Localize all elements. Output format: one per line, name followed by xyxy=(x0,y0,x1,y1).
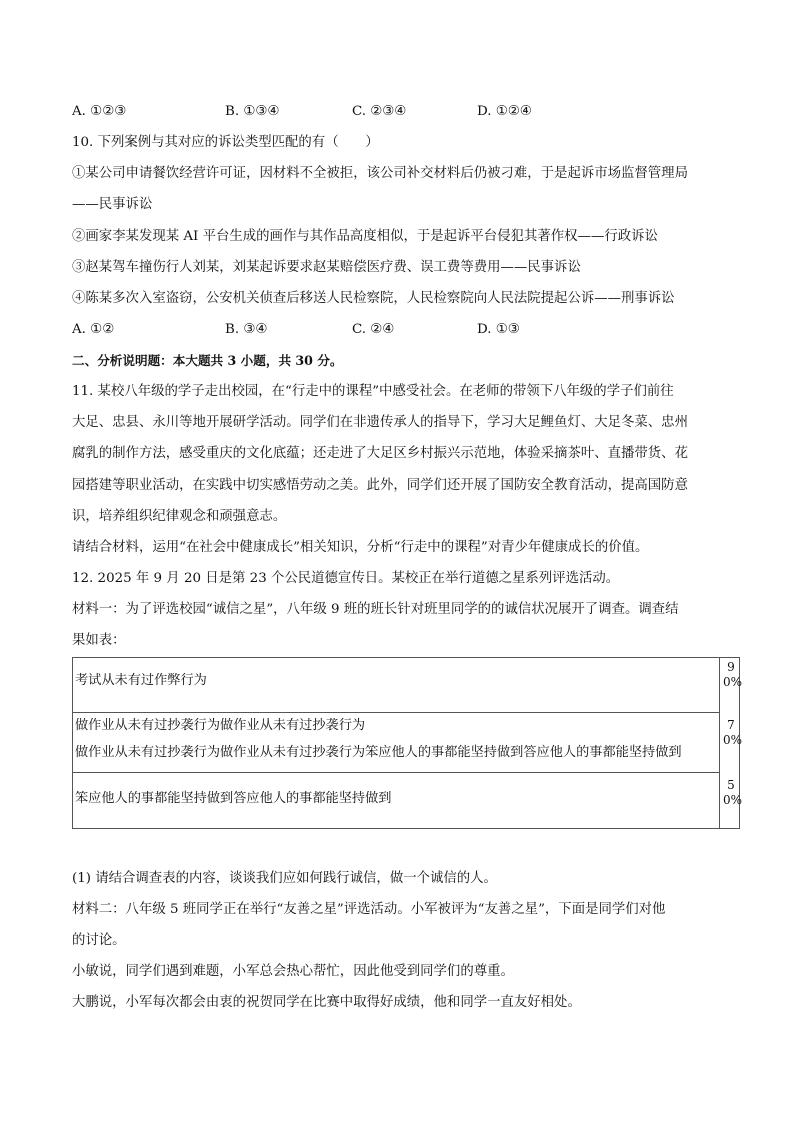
table-column-divider xyxy=(719,658,720,828)
table-cell-percent: 50% xyxy=(723,778,743,807)
q11-line5: 识，培养组织纪律观念和顽强意志。 xyxy=(72,509,287,524)
q10-item3: ③赵某驾车撞伤行人刘某，刘某起诉要求赵某赔偿医疗费、误工费等费用——民事诉讼 xyxy=(72,260,581,275)
q10-item4: ④陈某多次入室盗窃，公安机关侦查后移送人民检察院，人民检察院向人民法院提起公诉——刑事诉讼 xyxy=(72,291,675,306)
q10-options xyxy=(72,320,732,340)
q11-line2: 大足、忠县、永川等地开展研学活动。同学们在非遗传承人的指导下，学习大足鲤鱼灯、大足冬菜、忠州 xyxy=(72,415,688,430)
q11-line3: 腐乳的制作方法，感受重庆的文化底蕴；还走进了大足区乡村振兴示范地，体验采摘茶叶、直播带货、花 xyxy=(72,446,688,461)
table-cell-behavior: 做作业从未有过抄袭行为做作业从未有过抄袭行为 xyxy=(75,718,366,733)
q10-stem: 10. 下列案例与其对应的诉讼类型匹配的有（ ） xyxy=(72,135,379,150)
q10-item2: ②画家李某发现某 AI 平台生成的画作与其作品高度相似，于是起诉平台侵犯其著作权——行政诉讼 xyxy=(72,229,658,244)
table-cell-percent: 70% xyxy=(723,718,743,747)
q9-option-a: A. ①②③ xyxy=(72,104,127,119)
q10-item1-line2: ——民事诉讼 xyxy=(72,197,153,212)
q12-material1-line2: 果如表： xyxy=(72,633,126,648)
table-row-divider xyxy=(73,712,719,713)
section2-title: 二、分析说明题：本大题共 3 小题，共 30 分。 xyxy=(72,353,343,368)
q9-option-d: D. ①②④ xyxy=(477,104,532,119)
q10-option-b: B. ③④ xyxy=(225,322,268,337)
table-cell-behavior: 做作业从未有过抄袭行为做作业从未有过抄袭行为笨应他人的事都能坚持做到答应他人的事都能坚持做到 xyxy=(75,745,682,760)
table-cell-percent: 90% xyxy=(723,660,743,689)
q9-option-c: C. ②③④ xyxy=(352,104,407,119)
q12-intro: 12. 2025 年 9 月 20 日是第 23 个公民道德宣传日。某校正在举行道德之星系列评选活动。 xyxy=(72,571,620,586)
q12-sub1: (1) 请结合调查表的内容，谈谈我们应如何践行诚信，做一个诚信的人。 xyxy=(72,871,497,886)
q12-material1-line1: 材料一：为了评选校园“诚信之星”，八年级 9 班的班长针对班里同学的的诚信状况展开了调查。调查结 xyxy=(72,602,679,617)
q11-line4: 园搭建等职业活动，在实践中切实感悟劳动之美。此外，同学们还开展了国防安全教育活动，提高国防意 xyxy=(72,478,688,493)
table-cell-behavior: 考试从未有过作弊行为 xyxy=(75,673,207,688)
table-cell-behavior: 笨应他人的事都能坚持做到答应他人的事都能坚持做到 xyxy=(75,791,392,806)
q11-line1: 11. 某校八年级的学子走出校园，在“行走中的课程”中感受社会。在老师的带领下八年级的学子们前往 xyxy=(72,384,674,399)
q11-question: 请结合材料，运用“在社会中健康成长”相关知识，分析“行走中的课程”对青少年健康成长的价值。 xyxy=(72,540,649,555)
survey-table xyxy=(72,657,743,829)
q12-dapeng: 大鹏说，小军每次都会由衷的祝贺同学在比赛中取得好成绩，他和同学一直友好相处。 xyxy=(72,995,581,1010)
q10-item1-line1: ①某公司申请餐饮经营许可证，因材料不全被拒，该公司补交材料后仍被刁难，于是起诉市场监督管理局 xyxy=(72,166,688,181)
table-row-divider xyxy=(73,772,719,773)
q9-option-b: B. ①③④ xyxy=(225,104,280,119)
q9-options xyxy=(72,102,732,122)
q10-option-d: D. ①③ xyxy=(477,322,520,337)
q10-option-a: A. ①② xyxy=(72,322,115,337)
q12-material2-line2: 的讨论。 xyxy=(72,933,126,948)
q12-material2-line1: 材料二：八年级 5 班同学正在举行“友善之星”评选活动。小军被评为“友善之星”，下面是同学们对他 xyxy=(72,902,666,917)
q10-option-c: C. ②④ xyxy=(352,322,395,337)
q12-xiaomin: 小敏说，同学们遇到难题，小军总会热心帮忙，因此他受到同学们的尊重。 xyxy=(72,964,514,979)
